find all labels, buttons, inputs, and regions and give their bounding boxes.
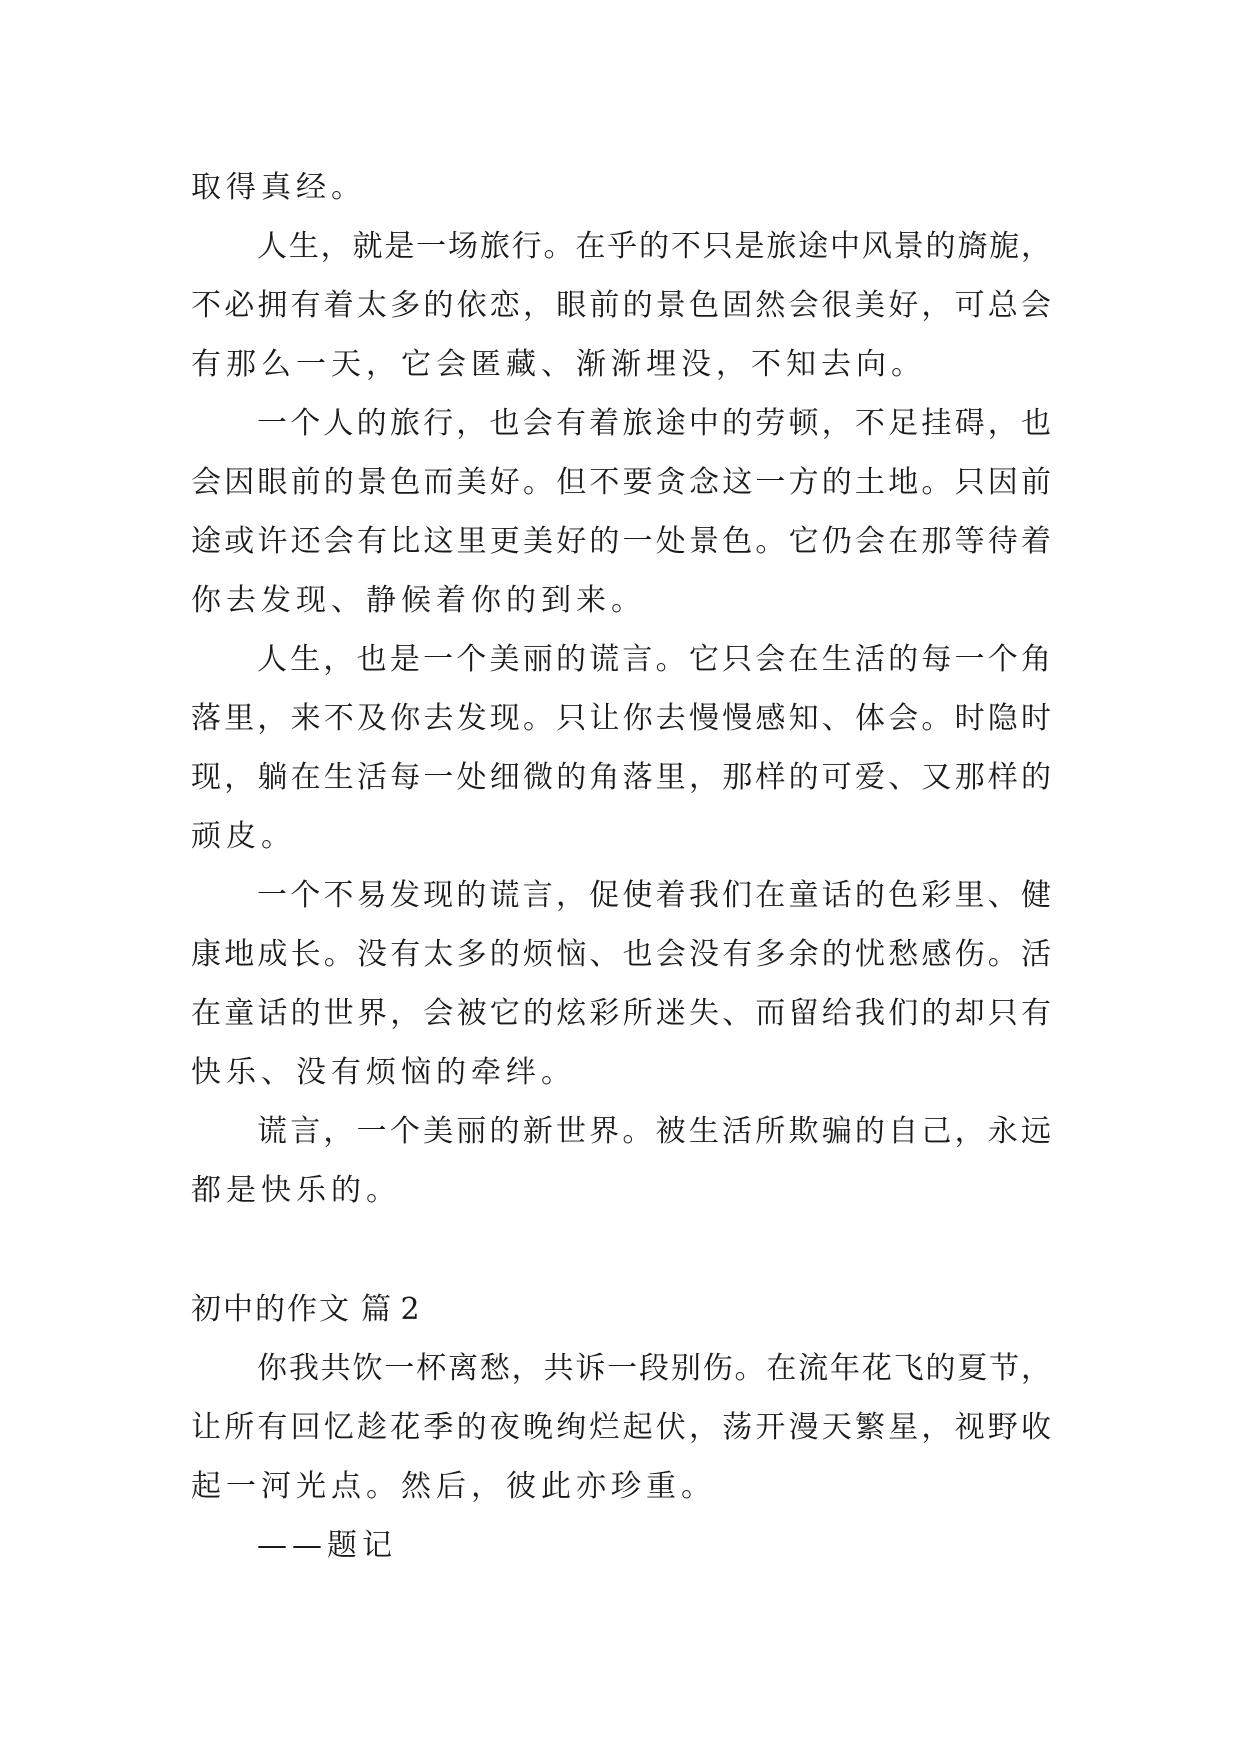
paragraph-line: 你去发现、静候着你的到来。 [191,583,646,618]
paragraph-line: 不必拥有着太多的依恋，眼前的景色固然会很美好，可总会 [191,288,1051,323]
paragraph-line: 谎言，一个美丽的新世界。被生活所欺骗的自己，永远 [257,1114,1051,1149]
paragraph-line: 一个不易发现的谎言，促使着我们在童话的色彩里、健 [257,878,1051,913]
article2-heading [191,1280,1051,1339]
paragraph-line: 快乐、没有烦恼的牵绊。 [191,1055,576,1090]
paragraph-line: 康地成长。没有太多的烦恼、也会没有多余的忧愁感伤。活 [191,937,1051,972]
inscription: ——题记 [257,1528,397,1563]
section-gap [191,1220,1051,1280]
paragraph-line: 让所有回忆趁花季的夜晚绚烂起伏，荡开漫天繁星，视野收 [191,1410,1051,1445]
paragraph-line: 途或许还会有比这里更美好的一处景色。它仍会在那等待着 [191,524,1051,559]
paragraph-line: 都是快乐的。 [191,1173,401,1208]
article2-title: 初中的作文 [191,1292,351,1327]
paragraph-line: 一个人的旅行，也会有着旅途中的劳顿，不足挂碍，也 [257,406,1051,441]
paragraph-line: 人生，就是一场旅行。在乎的不只是旅途中风景的旖旎， [257,229,1051,264]
paragraph-line: 人生，也是一个美丽的谎言。它只会在生活的每一个角 [257,642,1051,677]
paragraph-line: 有那么一天，它会匿藏、渐渐埋没，不知去向。 [191,347,926,382]
paragraph-farewell [191,1339,1051,1516]
paragraph-new-world [191,1102,1051,1220]
paragraph-life-journey [191,217,1051,394]
paragraph-line: 现，躺在生活每一处细微的角落里，那样的可爱、又那样的 [191,760,1051,795]
article2-number: 篇 2 [361,1292,420,1327]
paragraph-line: 起一河光点。然后，彼此亦珍重。 [191,1469,716,1504]
paragraph-solo-journey [191,394,1051,630]
paragraph-line: 会因眼前的景色而美好。但不要贪念这一方的土地。只因前 [191,465,1051,500]
paragraph-line: 在童话的世界，会被它的炫彩所迷失、而留给我们的却只有 [191,996,1051,1031]
paragraph-line: 你我共饮一杯离愁，共诉一段别伤。在流年花飞的夏节， [257,1351,1051,1386]
document-body [191,158,1051,1575]
paragraph-line: 顽皮。 [191,819,296,854]
paragraph-fairy-tale [191,866,1051,1102]
paragraph-line: 落里，来不及你去发现。只让你去慢慢感知、体会。时隐时 [191,701,1051,736]
article1-closing-line: 取得真经。 [191,170,366,205]
paragraph-beautiful-lie [191,630,1051,866]
